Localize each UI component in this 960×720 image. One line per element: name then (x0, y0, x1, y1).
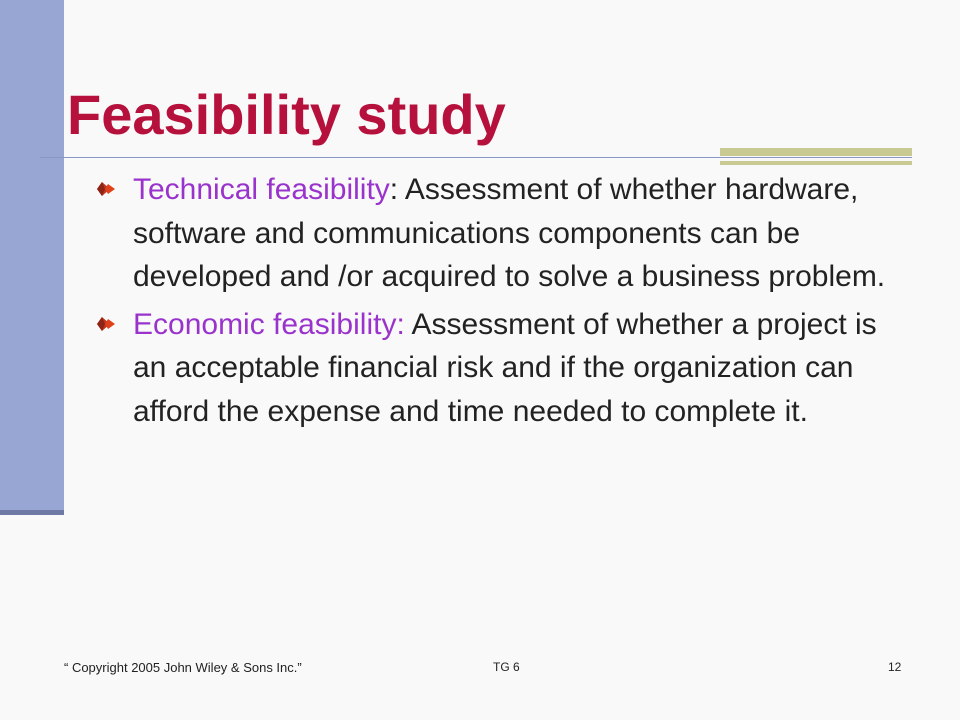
diamond-bullet-icon (96, 180, 118, 198)
accent-bar-lower (720, 161, 912, 165)
footer-copyright: “ Copyright 2005 John Wiley & Sons Inc.” (64, 660, 302, 675)
title-divider (40, 157, 912, 158)
footer-page-number: 12 (888, 660, 902, 674)
bullet-term: Technical feasibility (133, 173, 390, 206)
footer-center-label: TG 6 (493, 660, 520, 674)
slide-title: Feasibility study (67, 83, 506, 146)
side-decor-bar (0, 0, 64, 512)
bullet-technical (96, 168, 916, 299)
bullet-economic (96, 303, 916, 434)
side-decor-bar-shadow (0, 510, 64, 515)
diamond-bullet-icon (96, 315, 118, 333)
bullet-text: Assessment of whether a project is an acceptable financial risk and if the organization can afford the expense and time needed to complete it. (133, 307, 877, 428)
bullet-text: Assessment of whether hardware, software and communications components can be developed and /or acquired to solve a business problem. (133, 173, 886, 293)
bullet-term: Economic feasibility: (133, 307, 405, 341)
bullet-list (96, 168, 916, 437)
accent-bar (720, 148, 912, 156)
bullet-separator: : (389, 173, 399, 206)
